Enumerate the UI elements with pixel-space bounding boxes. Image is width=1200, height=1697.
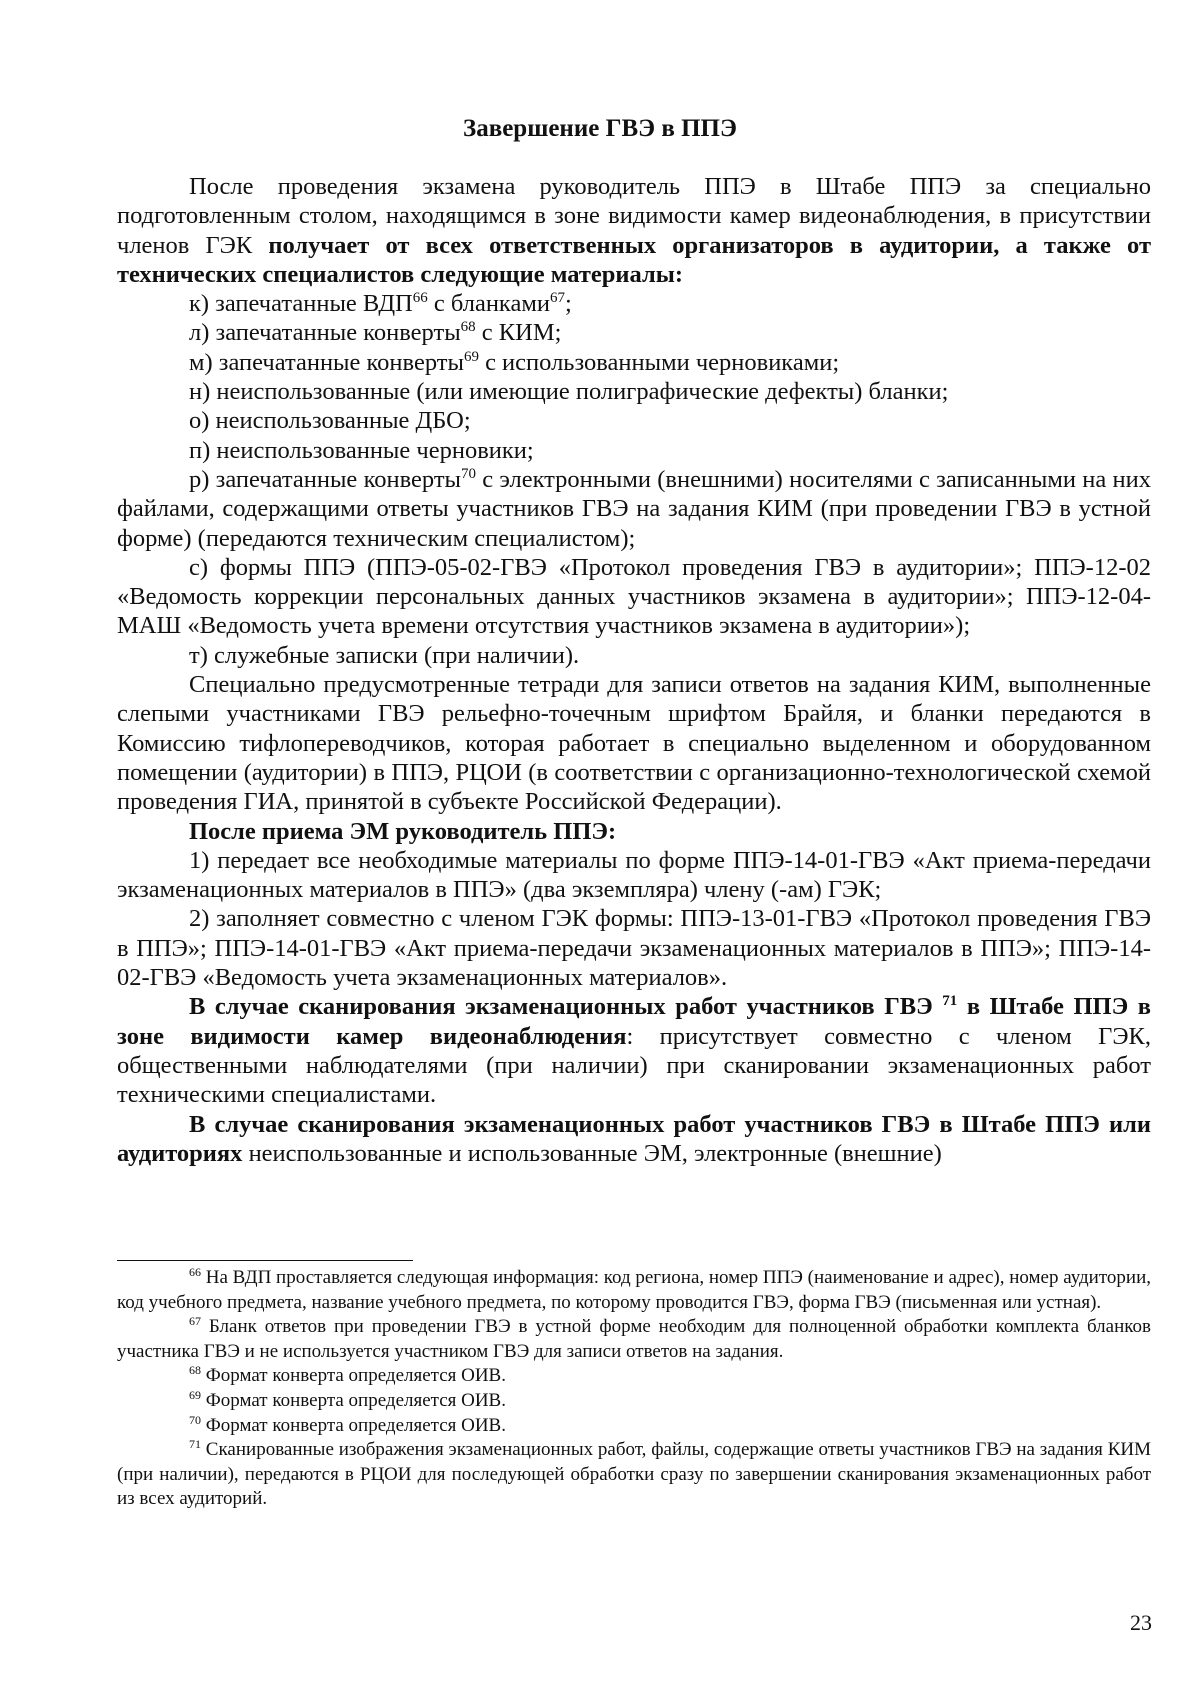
footnote-text: Формат конверта определяется ОИВ. bbox=[201, 1414, 506, 1436]
footnote-ref-71: 71 bbox=[942, 993, 958, 1010]
footnote-number: 71 bbox=[189, 1437, 201, 1452]
footnotes bbox=[117, 1266, 1151, 1512]
list-item-t: т) служебные записки (при наличии). bbox=[189, 641, 580, 669]
footnote-number: 68 bbox=[189, 1363, 201, 1378]
scanning-rooms-paragraph bbox=[117, 1110, 1151, 1169]
list-item-s: с) формы ППЭ (ППЭ-05-02-ГВЭ «Протокол проведения ГВЭ в аудитории»; ППЭ-12-02 «Ведомость коррекции персональных данных участников экзамена в аудитории»; ППЭ-12-04-МАШ «Ведомость учета времени отсутствия участников экзамена в аудитории»); bbox=[117, 553, 1151, 640]
scanning-rooms-bold: В случае сканирования экзаменационных работ участников ГВЭ в Штабе ППЭ или аудиториях bbox=[117, 1110, 1151, 1167]
footnote-71 bbox=[117, 1438, 1151, 1512]
intro-paragraph bbox=[117, 172, 1151, 289]
footnote-68 bbox=[117, 1364, 1151, 1389]
scanning-rooms-text: неиспользованные и использованные ЭМ, электронные (внешние) bbox=[242, 1139, 942, 1167]
footnote-ref-69: 69 bbox=[463, 348, 479, 365]
footnote-ref-66: 66 bbox=[412, 290, 428, 307]
footnote-ref-70: 70 bbox=[460, 465, 476, 482]
footnote-text: Бланк ответов при проведении ГВЭ в устной форме необходим для полноценной обработки комплекта бланков участника ГВЭ и не используется участником ГВЭ для записи ответов на задания. bbox=[117, 1316, 1151, 1362]
scanning-headquarters-paragraph bbox=[117, 992, 1151, 1109]
braille-paragraph: Специально предусмотренные тетради для записи ответов на задания КИМ, выполненные слепыми участниками ГВЭ рельефно-точечным шрифтом Брайля, и бланки передаются в Комиссию тифлопереводчиков, которая работает в специально выделенном и оборудованном помещении (аудитории) в ППЭ, РЦОИ (в соответствии с организационно-технологической схемой проведения ГИА, принятой в субъекте Российской Федерации). bbox=[117, 671, 1151, 816]
scanning-hq-text: : присутствует совместно с членом ГЭК, общественными наблюдателями (при наличии) при сканировании экзаменационных работ техническими специалистами. bbox=[117, 1022, 1151, 1109]
footnote-number: 70 bbox=[189, 1412, 201, 1427]
footnote-text: На ВДП проставляется следующая информация: код региона, номер ППЭ (наименование и адрес), номер аудитории, код учебного предмета, название учебного предмета, по которому проводится ГВЭ, форма ГВЭ (письменная или устная). bbox=[117, 1267, 1151, 1313]
footnote-text: Сканированные изображения экзаменационных работ, файлы, содержащие ответы участников ГВЭ на задания КИМ (при наличии), передаются в РЦОИ для последующей обработки сразу по завершении сканирования экзаменационных работ из всех аудиторий. bbox=[117, 1439, 1151, 1510]
footnote-70 bbox=[117, 1414, 1151, 1439]
list-item-o: о) неиспользованные ДБО; bbox=[189, 407, 471, 435]
list-item-m-text-b: с использованными черновиками; bbox=[478, 348, 840, 376]
after-acceptance-heading: После приема ЭМ руководитель ППЭ: bbox=[189, 817, 617, 845]
footnote-number: 69 bbox=[189, 1387, 201, 1402]
list-item-k-text-a: к) запечатанные ВДП bbox=[189, 290, 413, 318]
list-item-m bbox=[117, 348, 1151, 377]
footnote-text: Формат конверта определяется ОИВ. bbox=[201, 1389, 506, 1411]
footnote-69 bbox=[117, 1389, 1151, 1414]
list-item-r bbox=[117, 465, 1151, 553]
footnote-number: 66 bbox=[189, 1265, 201, 1279]
list-item-m-text-a: м) запечатанные конверты bbox=[189, 348, 464, 376]
footnote-ref-68: 68 bbox=[460, 319, 476, 336]
list-item-k-text-b: с бланками bbox=[427, 290, 550, 318]
list-item-l-text-b: с КИМ; bbox=[475, 319, 562, 347]
list-item-l bbox=[117, 318, 1151, 347]
footnote-ref-67: 67 bbox=[549, 290, 565, 307]
footnote-text: Формат конверта определяется ОИВ. bbox=[201, 1365, 506, 1387]
footnote-number: 67 bbox=[189, 1314, 201, 1329]
intro-bold-text: получает от всех ответственных организаторов в аудитории, а также от технических специалистов следующие материалы: bbox=[117, 231, 1152, 288]
footnote-separator bbox=[117, 1260, 413, 1261]
scanning-hq-bold-a: В случае сканирования экзаменационных работ участников ГВЭ bbox=[189, 993, 943, 1021]
section-title: Завершение ГВЭ в ППЭ bbox=[463, 115, 737, 142]
list-item-r-text-a: р) запечатанные конверты bbox=[189, 465, 461, 493]
main-text bbox=[117, 172, 1151, 1168]
list-item-l-text-a: л) запечатанные конверты bbox=[189, 319, 461, 347]
footnote-66 bbox=[117, 1266, 1151, 1315]
step-2-paragraph: 2) заполняет совместно с членом ГЭК формы: ППЭ-13-01-ГВЭ «Протокол проведения ГВЭ в ППЭ»; ППЭ-14-01-ГВЭ «Акт приема-передачи экзаменационных материалов в ППЭ»; ППЭ-14-02-ГВЭ «Ведомость учета экзаменационных материалов». bbox=[117, 905, 1151, 992]
page-number: 23 bbox=[1130, 1610, 1152, 1635]
list-item-n: н) неиспользованные (или имеющие полиграфические дефекты) бланки; bbox=[189, 378, 949, 406]
list-item-k-text-c: ; bbox=[564, 290, 572, 318]
list-item-r-text-b: с электронными (внешними) носителями с записанными на них файлами, содержащими ответы участников ГВЭ на задания КИМ (при проведении ГВЭ в устной форме) (передаются техническим специалистом); bbox=[117, 465, 1151, 552]
intro-text: После проведения экзамена руководитель ППЭ в Штабе ППЭ за специально подготовленным столом, находящимся в зоне видимости камер видеонаблюдения, в присутствии членов ГЭК bbox=[117, 173, 1151, 259]
list-item-p: п) неиспользованные черновики; bbox=[189, 436, 534, 464]
step-1-paragraph: 1) передает все необходимые материалы по форме ППЭ-14-01-ГВЭ «Акт приема-передачи экзаменационных материалов в ППЭ» (два экземпляра) члену (-ам) ГЭК; bbox=[117, 846, 1151, 904]
scanning-hq-bold-b: в Штабе ППЭ в зоне видимости камер видеонаблюдения bbox=[117, 993, 1151, 1050]
list-item-k bbox=[117, 289, 1151, 318]
footnote-67 bbox=[117, 1315, 1151, 1364]
